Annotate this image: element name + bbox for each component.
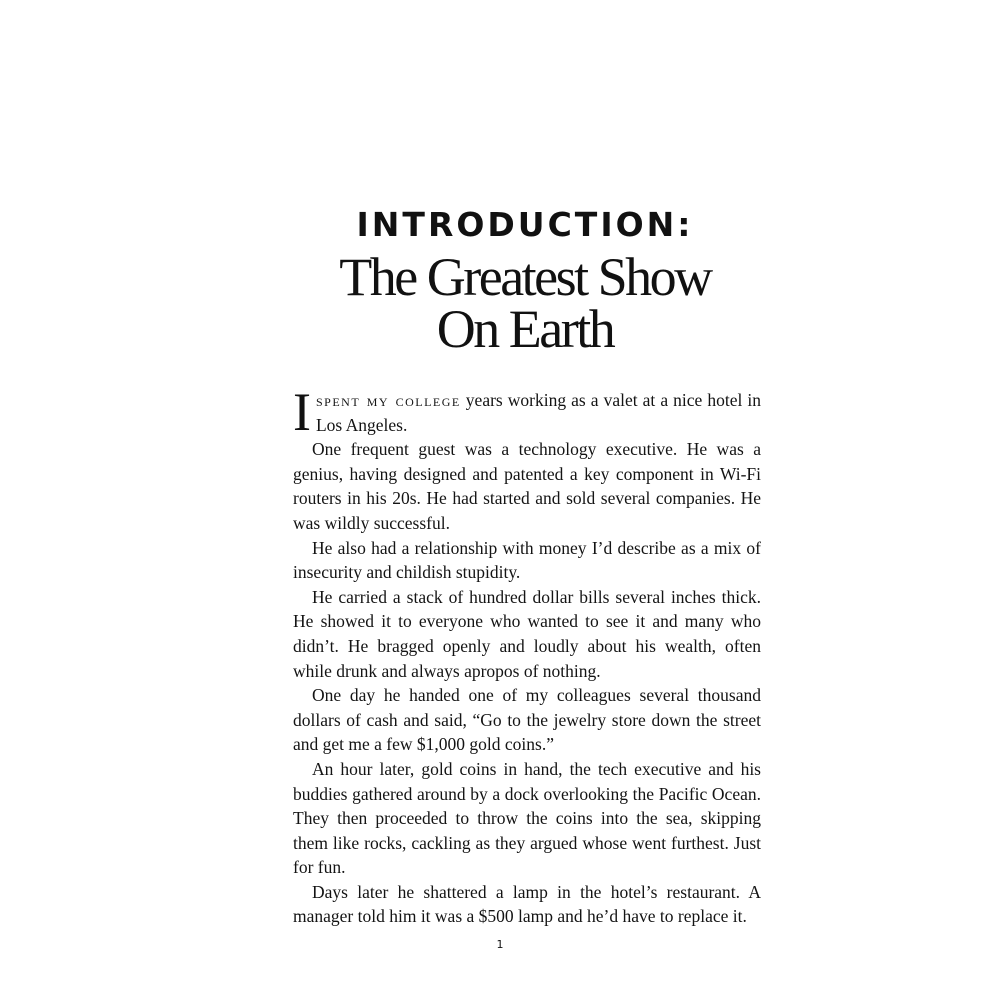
opening-text: years working as a valet at a nice hotel in Los Angeles. — [315, 390, 761, 435]
drop-cap: I — [293, 382, 311, 442]
paragraph-opening — [293, 382, 761, 442]
body-text — [293, 382, 761, 929]
paragraph: One frequent guest was a technology executive. He was a genius, having designed and patented a key component in Wi-Fi routers in his 20s. He had started and sold several companies. He was wildly successful. — [293, 439, 761, 533]
chapter-title-line-2: On Earth — [436, 299, 614, 359]
paragraph: An hour later, gold coins in hand, the tech executive and his buddies gathered around by a dock overlooking the Pacific Ocean. They then proceeded to throw the coins into the sea, skipping them like rocks, cackling as they argued whose went furthest. Just for fun. — [293, 758, 761, 878]
chapter-title-line-1: The Greatest Show — [339, 247, 711, 307]
paragraph: One day he handed one of my colleagues several thousand dollars of cash and said, “Go to the jewelry store down the street and get me a few $1,000 gold coins.” — [293, 685, 761, 755]
lead-in-small-caps: spent my college — [315, 390, 461, 410]
page-number: 1 — [496, 938, 504, 951]
paragraph: He also had a relationship with money I’d describe as a mix of insecurity and childish stupidity. — [293, 537, 761, 583]
chapter-label: INTRODUCTION: — [356, 205, 694, 244]
paragraph: He carried a stack of hundred dollar bills several inches thick. He showed it to everyone who wanted to see it and many who didn’t. He bragged openly and loudly about his wealth, often while drunk and always apropos of nothing. — [293, 586, 761, 681]
chapter-heading — [260, 205, 790, 359]
paragraph: Days later he shattered a lamp in the hotel’s restaurant. A manager told him it was a $500 lamp and he’d have to replace it. — [293, 881, 761, 927]
chapter-title — [260, 247, 790, 359]
